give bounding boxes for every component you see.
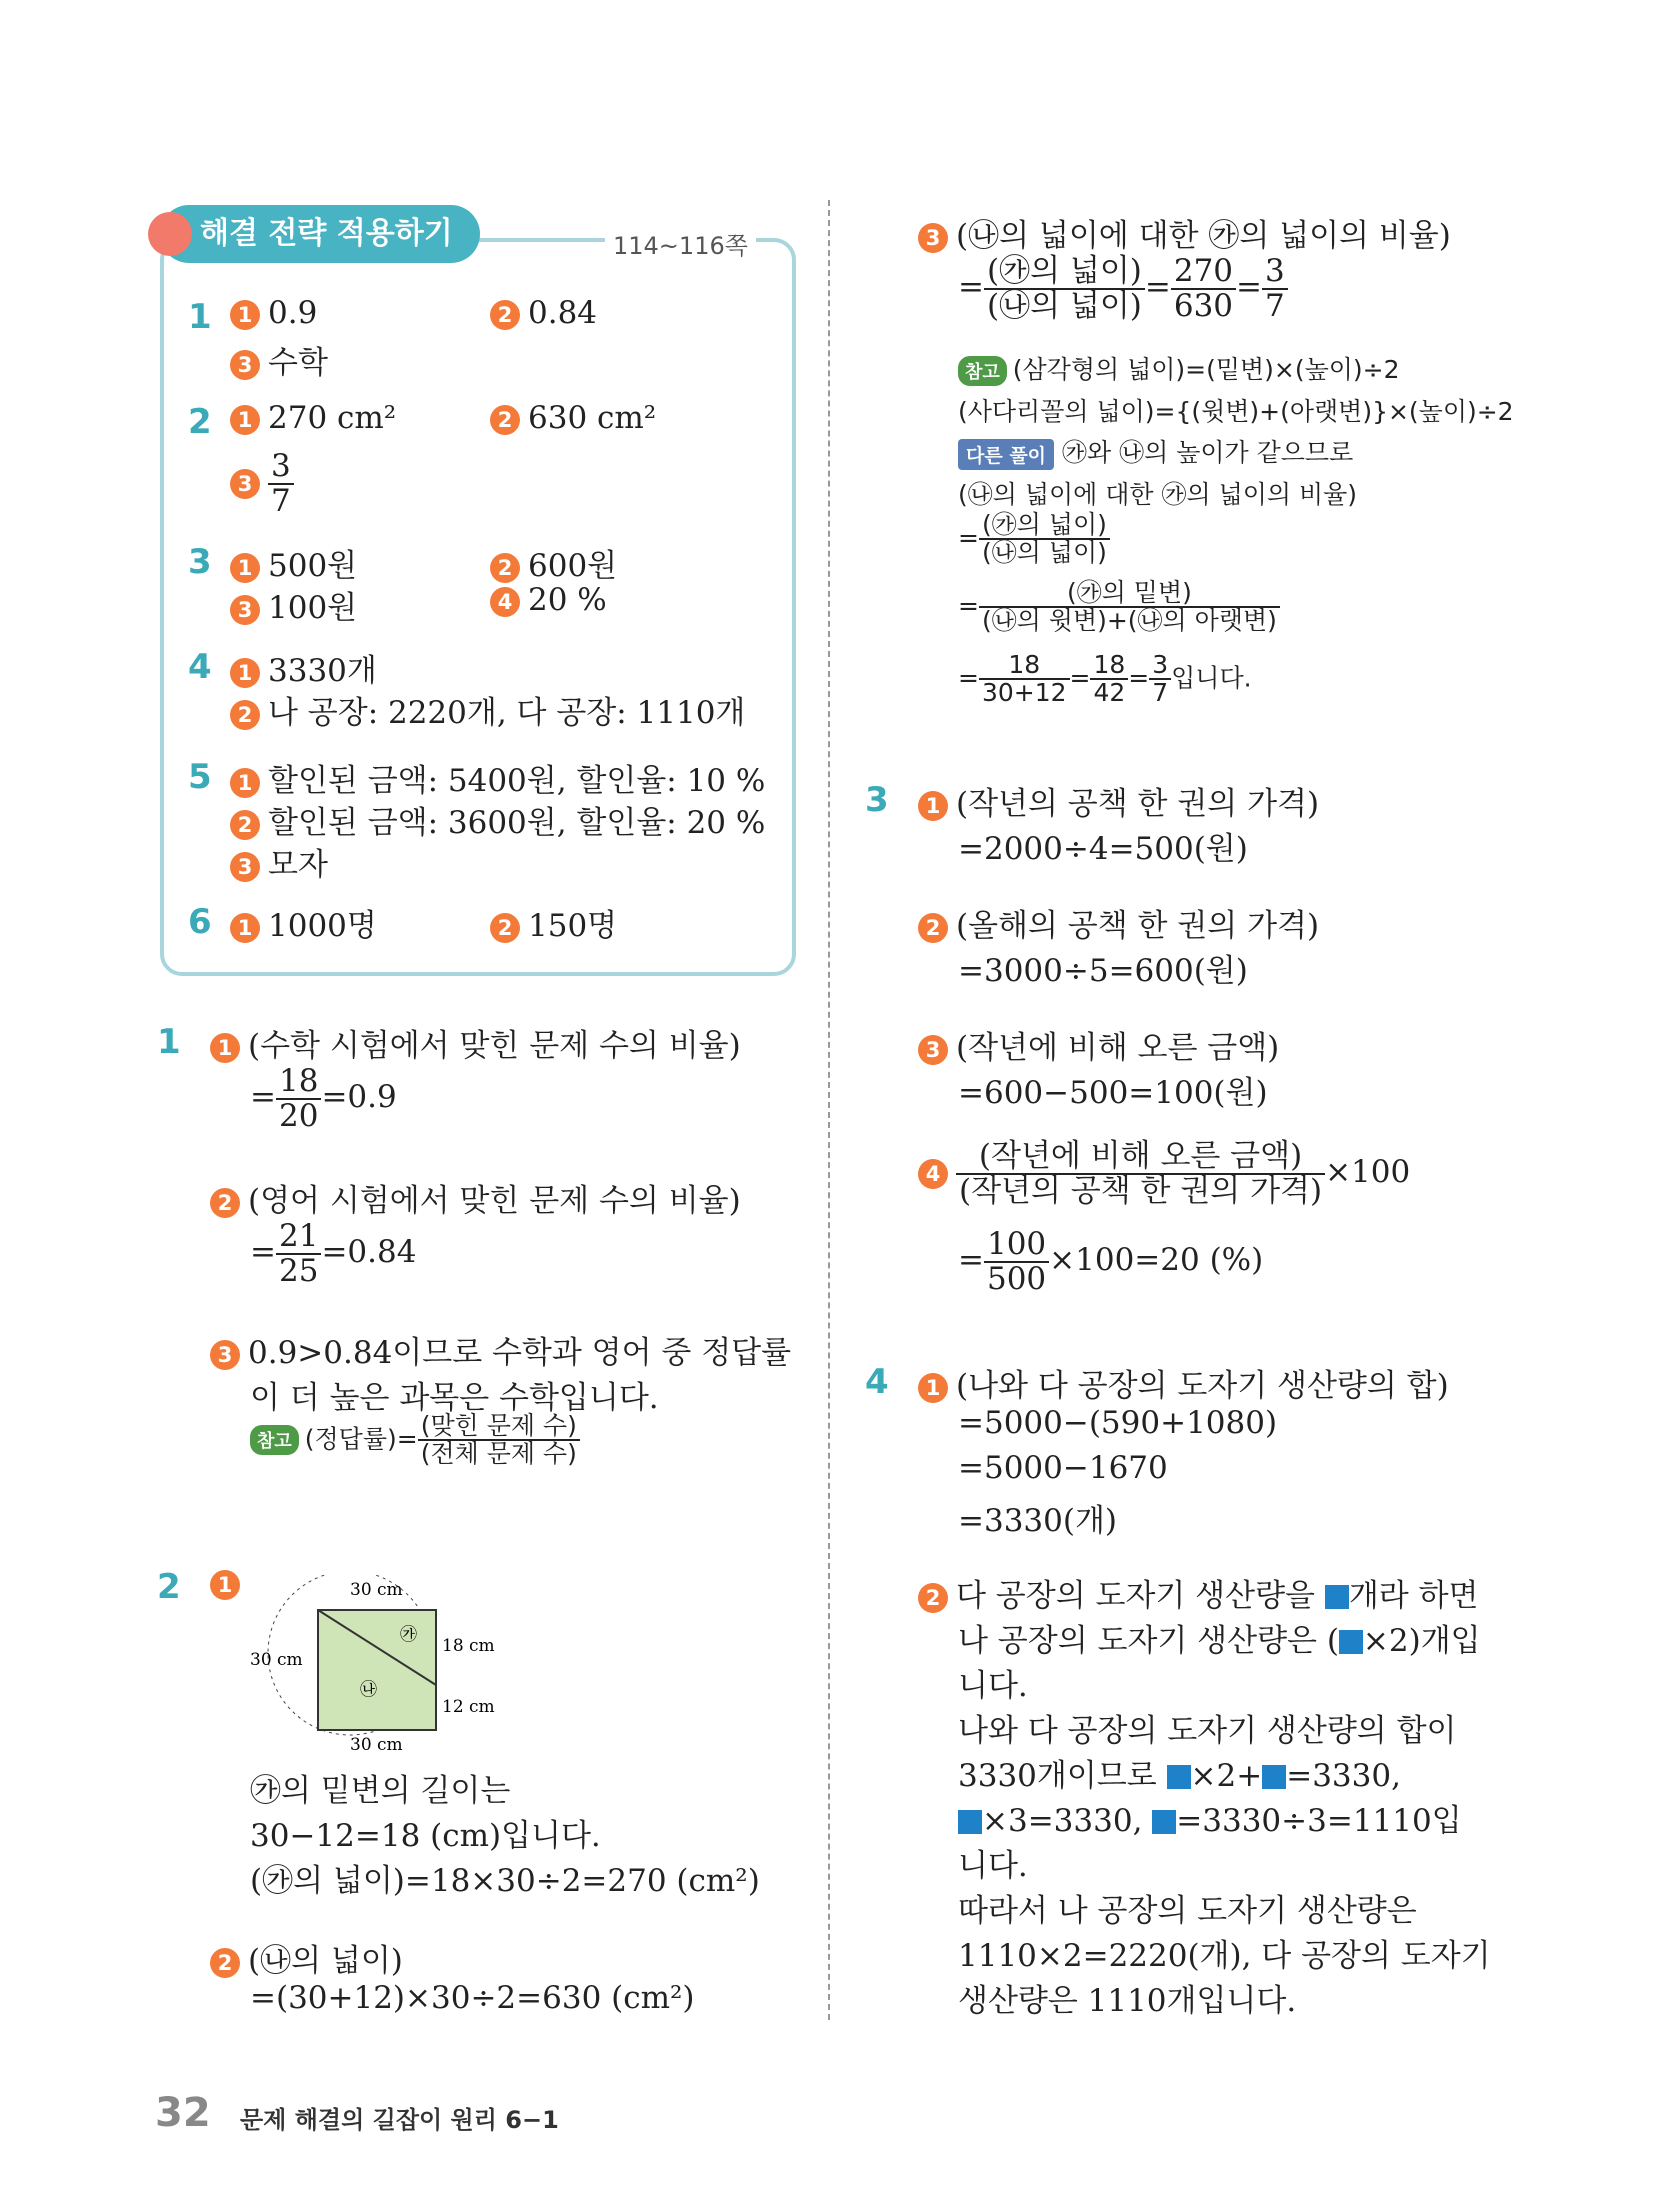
p3-step3-line2: =600−500=100(원) — [958, 1075, 1268, 1111]
label-na: ㉯ — [360, 1680, 377, 1700]
summary-number-5: 5 — [188, 757, 212, 797]
summary-answer: 1 500원 — [230, 540, 357, 585]
p4-step2-line8: 따라서 나 공장의 도자기 생산량은 — [958, 1893, 1417, 1929]
p4-step2-line1: 2 다 공장의 도자기 생산량을 개라 하면 — [918, 1570, 1478, 1615]
step-1-icon: 1 — [230, 768, 260, 798]
p2-alt-calc1: = $\frac{\text{(㉮의 넓이)}}{\text{(㉯의 넓이)}}$ — [958, 512, 1110, 567]
p2-alt-line1: 다른 풀이 ㉮와 ㉯의 높이가 같으므로 — [958, 433, 1353, 470]
step-2-icon: 2 — [490, 300, 520, 330]
p2-step2-line2: =(30+12)×30÷2=630 (cm²) — [250, 1980, 695, 2016]
p2-step3-calc: = $\frac{\text{(㉮의 넓이)}}{\text{(㉯의 넓이)}}$ = $\frac{270}{630}$ = $\frac{3}{7}$ — [958, 255, 1288, 322]
p4-step2-line7: 니다. — [958, 1848, 1028, 1884]
summary-number-2: 2 — [188, 402, 212, 442]
step-3-icon: 3 — [230, 350, 260, 380]
p2-step1-line2: 30−12=18 (cm)입니다. — [250, 1818, 601, 1854]
label-left: 30 cm — [250, 1650, 303, 1670]
p4-step1-line1: 1 (나와 다 공장의 도자기 생산량의 합) — [918, 1360, 1449, 1405]
p4-step2-line4: 나와 다 공장의 도자기 생산량의 합이 — [958, 1713, 1457, 1749]
page-range: 114~116쪽 — [605, 226, 756, 261]
summary-answer: 2 나 공장: 2220개, 다 공장: 1110개 — [230, 687, 745, 732]
problem-number-3: 3 — [865, 780, 889, 820]
summary-answer: 1 할인된 금액: 5400원, 할인율: 10 % — [230, 755, 765, 800]
problem-number-2: 2 — [157, 1567, 181, 1607]
p4-step1-line3: =5000−1670 — [958, 1450, 1168, 1486]
summary-answer: 2 0.84 — [490, 295, 597, 331]
p2-note-line1: 참고 (삼각형의 넓이)=(밑변)×(높이)÷2 — [958, 350, 1400, 386]
p4-step2-line6: ×3=3330, =3330÷3=1110입 — [958, 1795, 1462, 1840]
summary-answer: 2 600원 — [490, 540, 617, 585]
p2-alt-calc2: = $\frac{\text{(㉮의 밑변)}}{\text{(㉯의 윗변)+(㉯의 아랫변)}}$ — [958, 580, 1280, 635]
p3-step1-line1: 1 (작년의 공책 한 권의 가격) — [918, 778, 1319, 823]
summary-answer: 4 20 % — [490, 582, 607, 618]
summary-answer: 3 $\frac{3}{7}$ — [230, 450, 294, 517]
summary-number-4: 4 — [188, 647, 212, 687]
step-3-icon: 3 — [918, 1035, 948, 1065]
p4-step2-line9: 1110×2=2220(개), 다 공장의 도자기 — [958, 1938, 1491, 1974]
label-right-12: 12 cm — [442, 1697, 495, 1717]
p1-step3-line1: 3 0.9>0.84이므로 수학과 영어 중 정답률 — [210, 1327, 791, 1372]
p4-step2-line10: 생산량은 1110개입니다. — [958, 1983, 1297, 2019]
step-4-icon: 4 — [490, 587, 520, 617]
unknown-square-icon — [958, 1810, 982, 1834]
p2-step3-title: 3 (㉯의 넓이에 대한 ㉮의 넓이의 비율) — [918, 210, 1451, 255]
step-3-icon: 3 — [230, 852, 260, 882]
problem-number-4: 4 — [865, 1362, 889, 1402]
p2-step2-line1: 2 (㉯의 넓이) — [210, 1935, 403, 1980]
p1-step2-title: 2 (영어 시험에서 맞힌 문제 수의 비율) — [210, 1175, 741, 1220]
p3-step2-line1: 2 (올해의 공책 한 권의 가격) — [918, 900, 1319, 945]
summary-answer: 3 모자 — [230, 839, 328, 884]
page-number: 32 — [155, 2090, 211, 2136]
p3-step3-line1: 3 (작년에 비해 오른 금액) — [918, 1022, 1279, 1067]
step-3-icon: 3 — [918, 223, 948, 253]
p2-alt-calc3: = $\frac{18}{30+12}$ = $\frac{18}{42}$ = $\frac{3}{7}$ 입니다. — [958, 650, 1252, 708]
p3-step1-line2: =2000÷4=500(원) — [958, 831, 1248, 867]
label-right-18: 18 cm — [442, 1636, 495, 1656]
p4-step2-line3: 니다. — [958, 1668, 1028, 1704]
step-1-icon: 1 — [210, 1570, 240, 1600]
summary-answer: 2 할인된 금액: 3600원, 할인율: 20 % — [230, 797, 765, 842]
step-3-icon: 3 — [230, 469, 260, 499]
p1-step1-title: 1 (수학 시험에서 맞힌 문제 수의 비율) — [210, 1020, 741, 1065]
step-1-icon: 1 — [230, 658, 260, 688]
step-2-icon: 2 — [230, 700, 260, 730]
p1-step1-calc: = $\frac{18}{20}$ =0.9 — [250, 1063, 397, 1134]
summary-answer: 1 270 cm² — [230, 400, 396, 436]
step-2-icon: 2 — [490, 913, 520, 943]
summary-number-1: 1 — [188, 297, 212, 337]
step-1-icon: 1 — [230, 405, 260, 435]
step-1-icon: 1 — [230, 553, 260, 583]
p4-step2-line2: 나 공장의 도자기 생산량은 ( ×2)개입 — [958, 1623, 1481, 1659]
summary-answer: 3 수학 — [230, 337, 328, 382]
p2-step1-line3: (㉮의 넓이)=18×30÷2=270 (cm²) — [250, 1863, 760, 1899]
label-bottom: 30 cm — [350, 1735, 403, 1755]
step-3-icon: 3 — [210, 1340, 240, 1370]
p1-note: 참고 (정답률)= $\frac{\text{(맞힌 문제 수)}}{\text{(전체 문제 수)}}$ — [250, 1413, 580, 1468]
unknown-square-icon — [1339, 1630, 1363, 1654]
step-2-icon: 2 — [918, 1583, 948, 1613]
step-2-icon: 2 — [490, 405, 520, 435]
column-divider — [828, 200, 830, 2020]
p3-step4-formula: 4 $\frac{\text{(작년에 비해 오른 금액)}}{\text{(작년의 공책 한 권의 가격)}}$ ×100 — [918, 1140, 1410, 1207]
p3-step2-line2: =3000÷5=600(원) — [958, 953, 1248, 989]
step-4-icon: 4 — [918, 1159, 948, 1189]
book-title: 문제 해결의 길잡이 원리 6−1 — [240, 2106, 559, 2134]
step-2-icon: 2 — [230, 810, 260, 840]
p3-step4-calc: = $\frac{100}{500}$ ×100=20 (%) — [958, 1226, 1264, 1297]
step-2-icon: 2 — [210, 1948, 240, 1978]
trapezoid-shape — [318, 1610, 436, 1730]
unknown-square-icon — [1167, 1765, 1191, 1789]
p2-alt-line2: (㉯의 넓이에 대한 ㉮의 넓이의 비율) — [958, 480, 1358, 509]
p1-step2-calc: = $\frac{21}{25}$ =0.84 — [250, 1218, 417, 1289]
summary-answer: 1 0.9 — [230, 295, 317, 331]
summary-answer: 2 150명 — [490, 900, 617, 945]
strategy-badge: 해결 전략 적용하기 — [160, 205, 480, 263]
p4-step2-line5: 3330개이므로 ×2+ =3330, — [958, 1758, 1401, 1794]
step-2-icon: 2 — [210, 1188, 240, 1218]
step-1-icon: 1 — [230, 913, 260, 943]
step-1-icon: 1 — [230, 300, 260, 330]
label-top: 30 cm — [350, 1580, 403, 1600]
summary-answer: 1 1000명 — [230, 900, 377, 945]
problem-number-1: 1 — [157, 1022, 181, 1062]
summary-number-6: 6 — [188, 902, 212, 942]
summary-number-3: 3 — [188, 542, 212, 582]
p2-step1-line1: ㉮의 밑변의 길이는 — [250, 1773, 511, 1809]
step-1-icon: 1 — [210, 1033, 240, 1063]
step-1-icon: 1 — [918, 791, 948, 821]
step-1-icon: 1 — [918, 1373, 948, 1403]
summary-answer: 1 3330개 — [230, 645, 377, 690]
mascot-icon — [148, 212, 192, 256]
step-3-icon: 3 — [230, 595, 260, 625]
summary-answer: 2 630 cm² — [490, 400, 656, 436]
unknown-square-icon — [1262, 1765, 1286, 1789]
p1-step3-line2: 이 더 높은 과목은 수학입니다. — [250, 1380, 659, 1416]
unknown-square-icon — [1152, 1810, 1176, 1834]
p4-step1-line4: =3330(개) — [958, 1503, 1118, 1539]
p2-note-line2: (사다리꼴의 넓이)={(윗변)+(아랫변)}×(높이)÷2 — [958, 397, 1514, 426]
step-2-icon: 2 — [918, 913, 948, 943]
p4-step1-line2: =5000−(590+1080) — [958, 1405, 1278, 1441]
label-ga: ㉮ — [400, 1625, 417, 1645]
trapezoid-figure — [240, 1575, 540, 1755]
step-2-icon: 2 — [490, 553, 520, 583]
unknown-square-icon — [1325, 1585, 1349, 1609]
summary-answer: 3 100원 — [230, 582, 357, 627]
